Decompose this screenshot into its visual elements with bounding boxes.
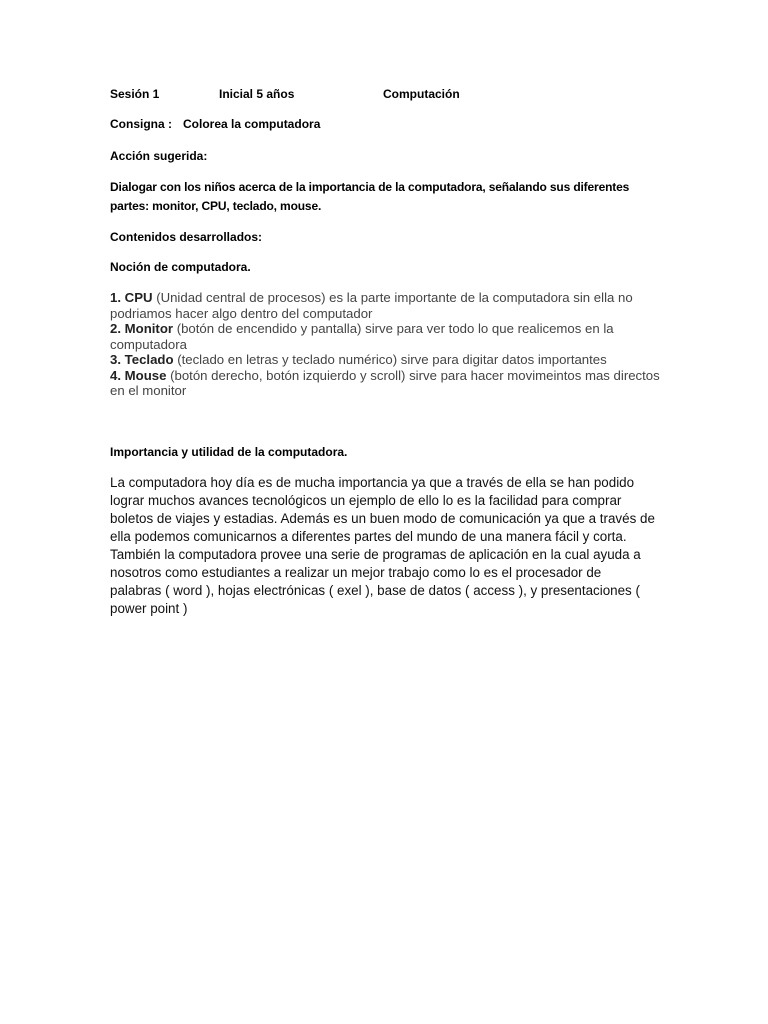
consigna-value: Colorea la computadora — [183, 117, 321, 131]
list-item — [110, 290, 670, 321]
item-number: 4. — [110, 367, 121, 383]
item-term: Mouse — [124, 367, 167, 383]
level-label: Inicial 5 años — [219, 87, 295, 101]
importancia-paragraph: La computadora hoy día es de mucha importancia ya que a través de ella se han podido lograr muchos avances tecnológicos un ejemplo de ello lo es la facilidad para comprar boletos de viajes y estadias. Además es un buen modo de comunicación ya que a través de ella podemos comunicarnos a diferentes partes del mundo de una manera fácil y corta. También la computadora provee una serie de programas de aplicación en la cual ayuda a nosotros como estudiantes a realizar un mejor trabajo como lo es el procesador de palabras ( word ), hojas electrónicas ( exel ), base de datos ( access ), y presentaciones ( power point ) — [110, 475, 655, 616]
nocion-heading: Noción de computadora. — [110, 260, 251, 274]
item-description: (teclado en letras y teclado numérico) sirve para digitar datos importantes — [177, 352, 607, 367]
item-term: Teclado — [124, 352, 174, 367]
item-term: Monitor — [124, 321, 174, 336]
accion-sugerida-heading: Acción sugerida: — [110, 149, 208, 163]
list-item — [110, 321, 670, 352]
item-description: (botón derecho, botón izquierdo y scroll) sirve para hacer movimeintos mas directos en el monitor — [110, 367, 660, 398]
accion-sugerida-text: Dialogar con los niños acerca de la importancia de la computadora, señalando sus diferentes partes: monitor, CPU, teclado, mouse. — [110, 180, 630, 213]
subject-label: Computación — [383, 87, 460, 101]
consigna-label: Consigna : — [110, 117, 172, 131]
importancia-heading: Importancia y utilidad de la computadora. — [110, 445, 348, 459]
list-item — [110, 352, 670, 368]
item-description: (botón de encendido y pantalla) sirve para ver todo lo que realicemos en la computadora — [110, 321, 614, 352]
item-number: 3. — [110, 352, 121, 367]
item-number: 1. — [110, 290, 121, 305]
item-number: 2. — [110, 321, 121, 336]
component-list — [110, 290, 670, 399]
contenidos-heading: Contenidos desarrollados: — [110, 230, 263, 244]
item-description: (Unidad central de procesos) es la parte importante de la computadora sin ella no podriamos hacer algo dentro del computador — [110, 290, 633, 321]
list-item — [110, 368, 670, 399]
item-term: CPU — [124, 290, 153, 305]
session-label: Sesión 1 — [110, 87, 160, 101]
